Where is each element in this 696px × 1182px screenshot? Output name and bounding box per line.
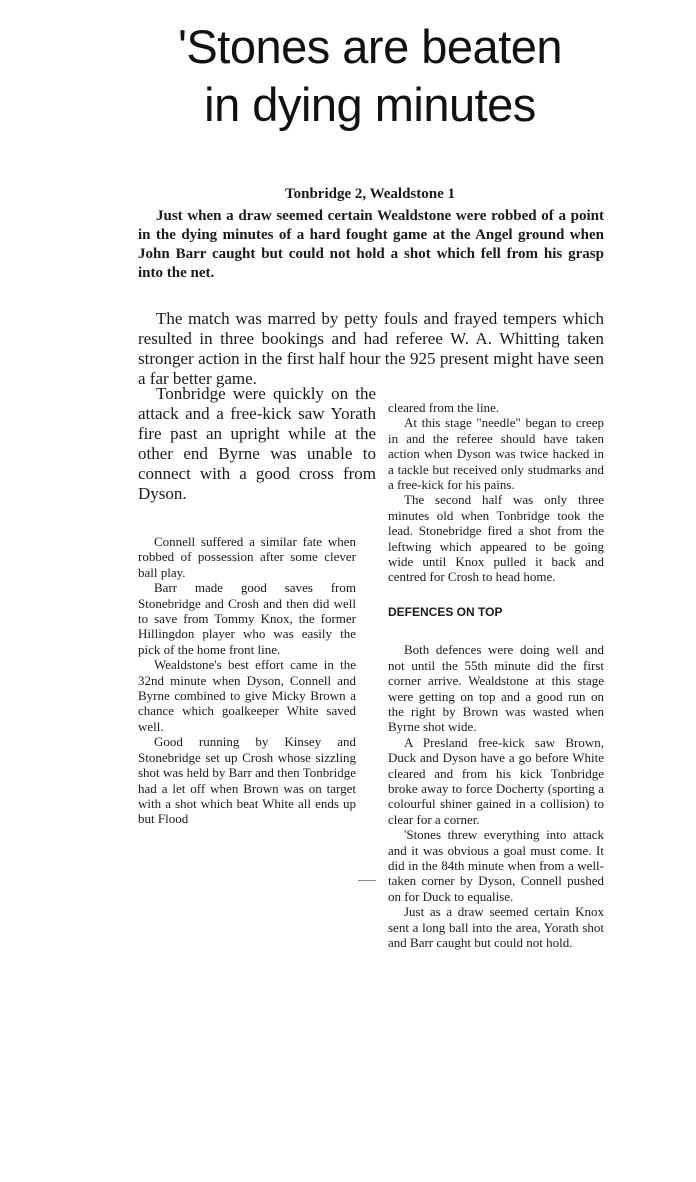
paragraph: cleared from the line. xyxy=(388,400,500,415)
paragraph: Both defences were doing well and not until the 55th minute did the first corner arrive. Wealdstone at this stage were getting on top and a good run on the right by Brown was wasted when Byrne shot wide. xyxy=(388,642,604,735)
headline-line-2: in dying minutes xyxy=(204,78,536,131)
lead-paragraph: The match was marred by petty fouls and frayed tempers which resulted in three bookings and had referee W. A. Whitting taken stronger action in the first half hour the 925 present might have seen a far better game. xyxy=(138,309,604,388)
headline xyxy=(150,18,590,134)
paragraph: Barr made good saves from Stonebridge and Crosh and then did well to save from Tommy Knox, the former Hillingdon player who was easily the pick of the home front line. xyxy=(138,580,356,657)
paragraph: A Presland free-kick saw Brown, Duck and Dyson have a go before White cleared and from his kick Tonbridge broke away to force Docherty (sporting a colourful shiner gained in a collision) to clear for a corner. xyxy=(388,734,604,827)
headline-line-1: 'Stones are beaten xyxy=(177,20,563,73)
column-1 xyxy=(138,534,356,827)
paragraph: Good running by Kinsey and Stonebridge set up Crosh whose sizzling shot was held by Barr and then Tonbridge had a let off when Brown was on target with a shot which beat White all ends up but Flood xyxy=(138,734,356,827)
intro-paragraph: Just when a draw seemed certain Wealdstone were robbed of a point in the dying minutes of a hard fought game at the Angel ground when John Barr caught but could not hold a shot which fell from his grasp into the net. xyxy=(138,208,604,281)
paragraph: Connell suffered a similar fate when robbed of possession after some clever ball play. xyxy=(138,534,356,580)
paragraph: 'Stones threw everything into attack and it was obvious a goal must come. It did in the 84th minute when from a well-taken corner by Dyson, Connell pushed on for Duck to equalise. xyxy=(388,827,604,904)
continuation-rule xyxy=(358,880,376,881)
score-line: Tonbridge 2, Wealdstone 1 xyxy=(284,186,456,202)
paragraph: At this stage "needle" began to creep in and the referee should have taken action when Dyson was twice hacked in a tackle but received only studmarks and a free-kick for his pains. xyxy=(388,415,604,493)
column1-opening-paragraph: Tonbridge were quickly on the attack and a free-kick saw Yorath fire past an upright while at the other end Byrne was unable to connect with a good cross from Dyson. xyxy=(138,384,376,503)
paragraph: Wealdstone's best effort came in the 32nd minute when Dyson, Connell and Byrne combined to give Micky Brown a chance which goalkeeper White saved well. xyxy=(138,657,356,734)
column-2 xyxy=(388,400,604,950)
paragraph: The second half was only three minutes old when Tonbridge took the lead. Stonebridge fired a shot from the leftwing which appeared to be going wide until Knox pulled it back and centred for Crosh to head home. xyxy=(388,492,604,585)
paragraph: Just as a draw seemed certain Knox sent a long ball into the area, Yorath shot and Barr caught but could not hold. xyxy=(388,904,604,950)
subheading: DEFENCES ON TOP xyxy=(388,604,503,619)
